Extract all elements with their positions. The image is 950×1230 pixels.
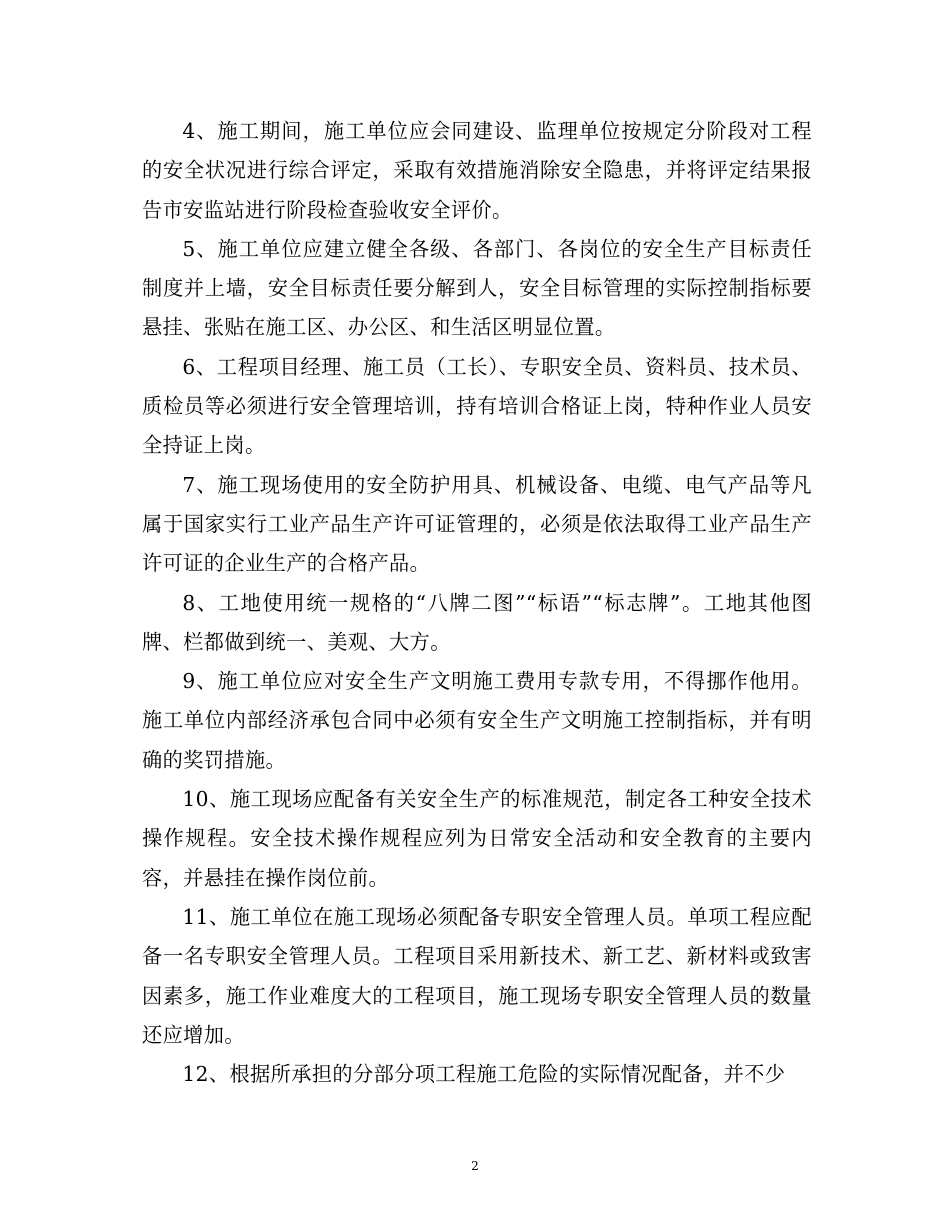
- paragraph-item-11: 11、施工单位在施工现场必须配备专职安全管理人员。单项工程应配备一名专职安全管理人员。工程项目采用新技术、新工艺、新材料或致害因素多，施工作业难度大的工程项目，施工现场专职安全管理人员的数量还应增加。: [142, 904, 812, 1047]
- paragraph-item-6: 6、工程项目经理、施工员（工长）、专职安全员、资料员、技术员、质检员等必须进行安全管理培训，持有培训合格证上岗，特种作业人员安全持证上岗。: [142, 354, 812, 458]
- paragraph-item-7: 7、施工现场使用的安全防护用具、机械设备、电缆、电气产品等凡属于国家实行工业产品生产许可证管理的，必须是依法取得工业产品生产许可证的企业生产的合格产品。: [142, 472, 812, 576]
- document-body: [142, 112, 812, 1094]
- paragraph-item-10: 10、施工现场应配备有关安全生产的标准规范，制定各工种安全技术操作规程。安全技术操作规程应列为日常安全活动和安全教育的主要内容，并悬挂在操作岗位前。: [142, 787, 812, 890]
- paragraph-item-8: 8、工地使用统一规格的“八牌二图”“标语”“标志牌”。工地其他图牌、栏都做到统一、美观、大方。: [142, 590, 812, 654]
- paragraph-item-9: 9、施工单位应对安全生产文明施工费用专款专用，不得挪作他用。施工单位内部经济承包合同中必须有安全生产文明施工控制指标，并有明确的奖罚措施。: [142, 669, 812, 772]
- paragraph-item-4: 4、施工期间，施工单位应会同建设、监理单位按规定分阶段对工程的安全状况进行综合评定，采取有效措施消除安全隐患，并将评定结果报告市安监站进行阶段检查验收安全评价。: [142, 119, 812, 222]
- paragraph-item-12: 12、根据所承担的分部分项工程施工危险的实际情况配备，并不少: [182, 1062, 786, 1087]
- page-number: 2: [471, 1159, 479, 1173]
- paragraph-item-5: 5、施工单位应建立健全各级、各部门、各岗位的安全生产目标责任制度并上墙，安全目标责任要分解到人，安全目标管理的实际控制指标要悬挂、张贴在施工区、办公区、和生活区明显位置。: [142, 236, 812, 340]
